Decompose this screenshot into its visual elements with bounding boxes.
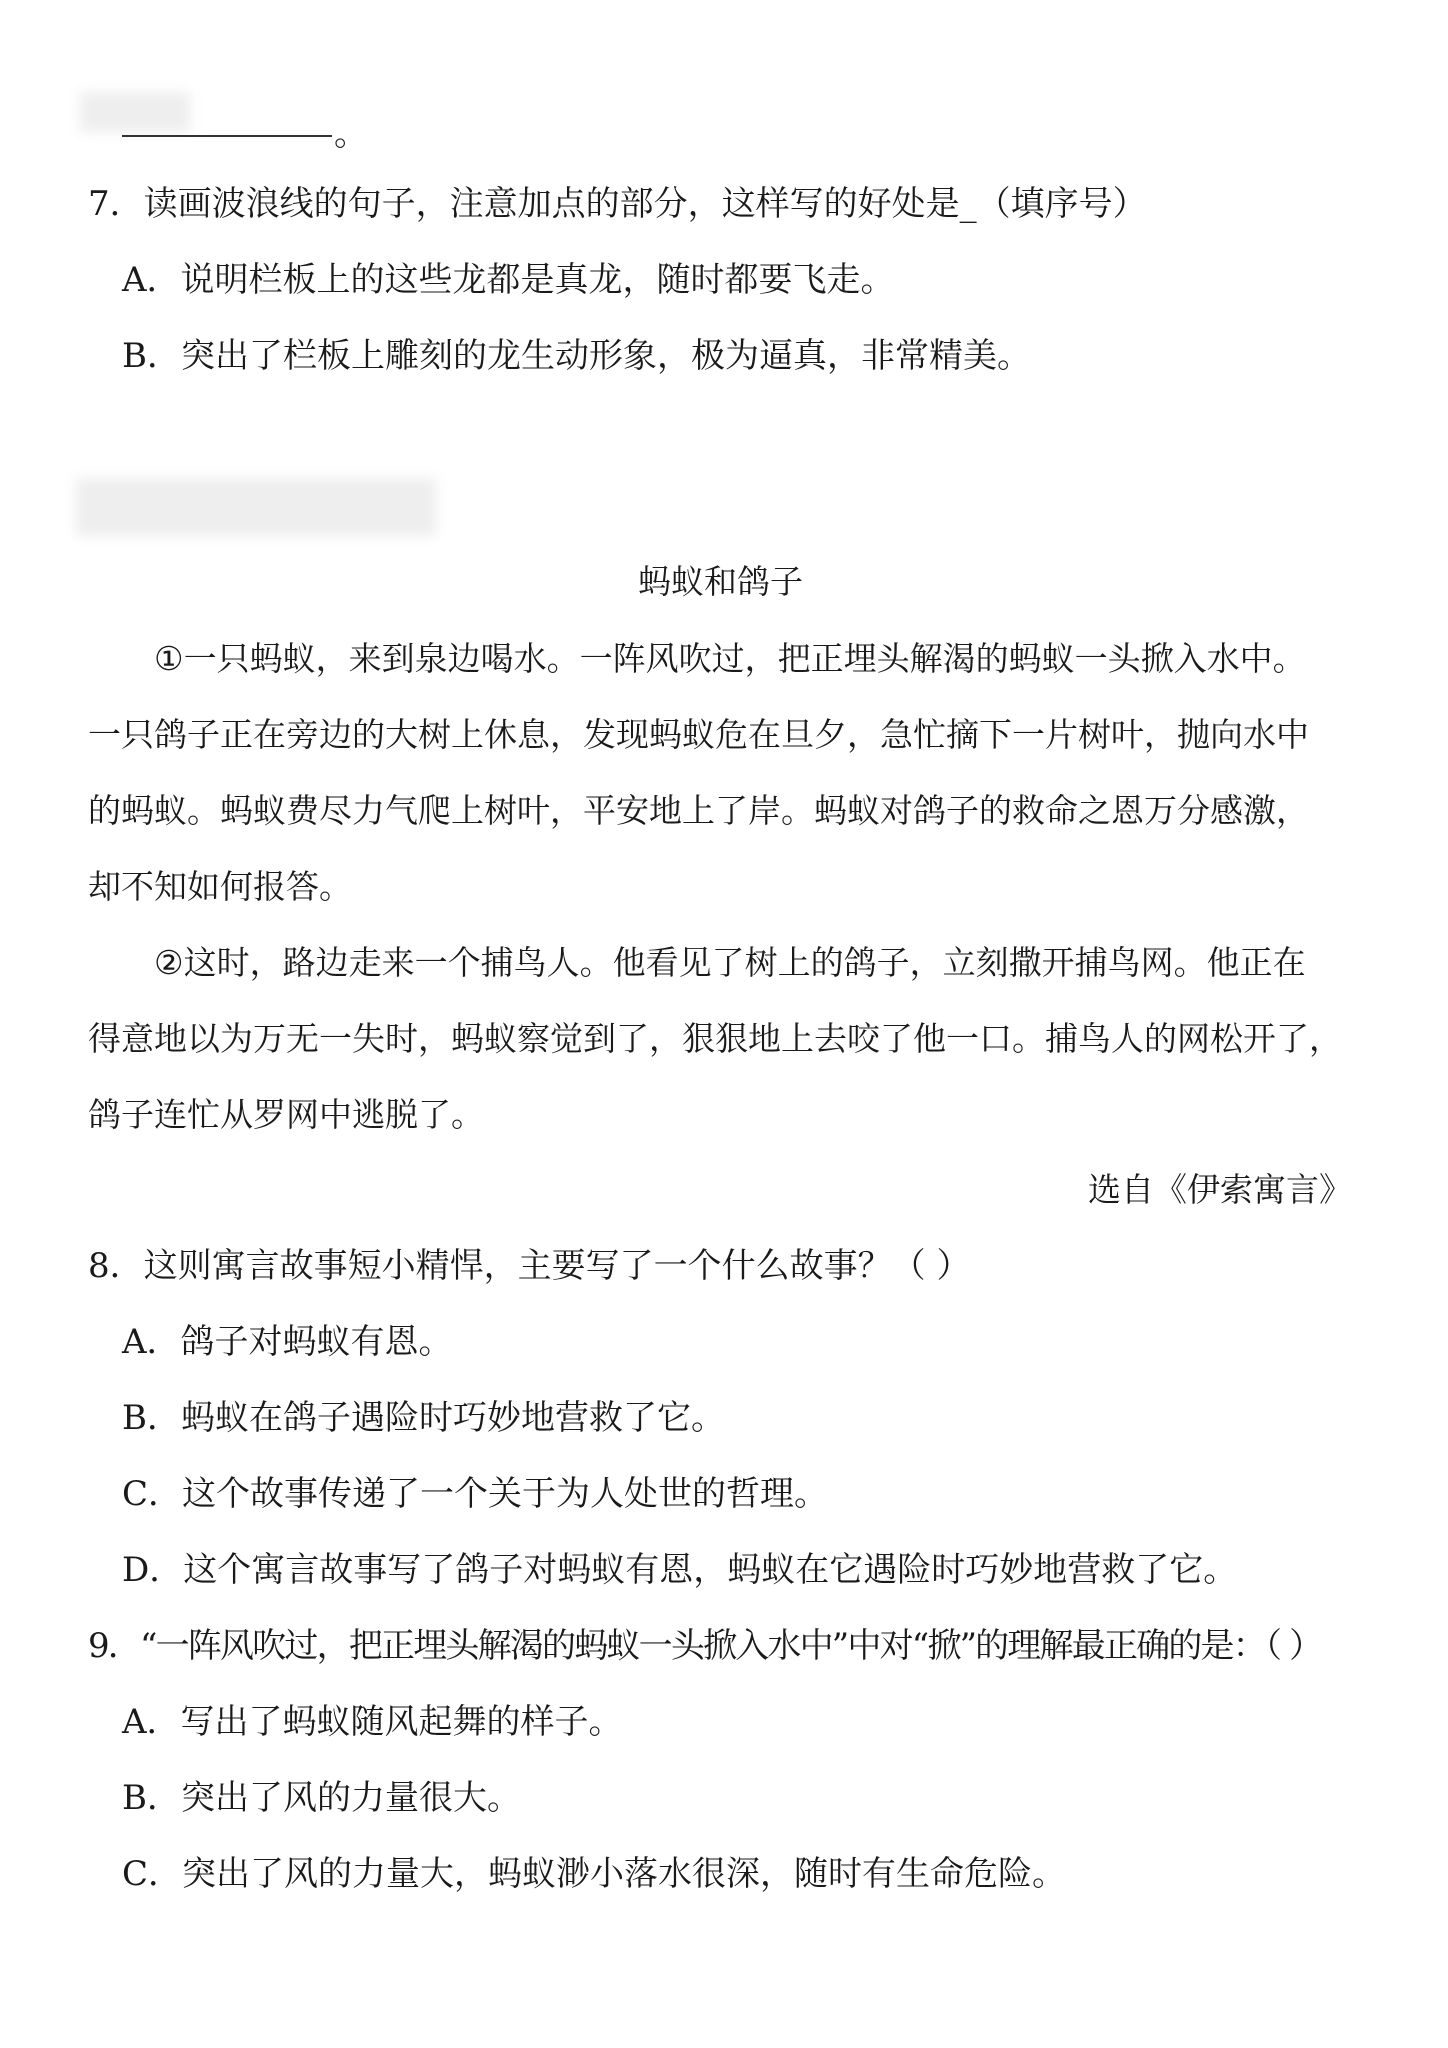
story-p1-line3: 的蚂蚁。蚂蚁费尽力气爬上树叶，平安地上了岸。蚂蚁对鸽子的救命之恩万分感激， <box>88 791 1309 830</box>
q9-option-b: B．突出了风的力量很大。 <box>122 1778 521 1818</box>
story-p1-line2: 一只鸽子正在旁边的大树上休息，发现蚂蚁危在旦夕，急忙摘下一片树叶，抛向水中 <box>88 715 1309 754</box>
q8-option-a: A．鸽子对蚂蚁有恩。 <box>122 1322 453 1362</box>
story-source: 选自《伊索寓言》 <box>1088 1170 1352 1209</box>
q8-option-c: C．这个故事传递了一个关于为人处世的哲理。 <box>122 1474 829 1514</box>
story-p2-line2: 得意地以为万无一失时，蚂蚁察觉到了，狠狠地上去咬了他一口。捕鸟人的网松开了， <box>88 1019 1342 1058</box>
story-title: 蚂蚁和鸽子 <box>638 562 803 601</box>
story-p2-line1: ②这时，路边走来一个捕鸟人。他看见了树上的鸽子，立刻撒开捕鸟网。他正在 <box>154 943 1306 982</box>
story-p1-line4: 却不知如何报答。 <box>88 867 352 906</box>
story-p2-line3: 鸽子连忙从罗网中逃脱了。 <box>88 1095 484 1134</box>
q9-question: 9．“一阵风吹过，把正埋头解渴的蚂蚁一头掀入水中”中对“掀”的理解最正确的是：（ ） <box>88 1626 1322 1666</box>
q7-option-a: A．说明栏板上的这些龙都是真龙，随时都要飞走。 <box>122 260 895 300</box>
answer-blank-line <box>122 135 332 137</box>
blurred-section-heading <box>76 478 436 536</box>
q8-question: 8．这则寓言故事短小精悍，主要写了一个什么故事？（ ） <box>88 1246 971 1286</box>
q7-question: 7．读画波浪线的句子，注意加点的部分，这样写的好处是_（填序号） <box>88 184 1147 224</box>
blurred-fragment-top <box>80 92 190 132</box>
q8-option-b: B．蚂蚁在鸽子遇险时巧妙地营救了它。 <box>122 1398 725 1438</box>
q9-option-a: A．写出了蚂蚁随风起舞的样子。 <box>122 1702 623 1742</box>
story-p1-line1: ①一只蚂蚁，来到泉边喝水。一阵风吹过，把正埋头解渴的蚂蚁一头掀入水中。 <box>154 639 1306 678</box>
fragment-end-mark: 。 <box>334 114 368 154</box>
q8-option-d: D．这个寓言故事写了鸽子对蚂蚁有恩，蚂蚁在它遇险时巧妙地营救了它。 <box>122 1550 1238 1590</box>
q7-option-b: B．突出了栏板上雕刻的龙生动形象，极为逼真，非常精美。 <box>122 336 1031 376</box>
q9-option-c: C．突出了风的力量大，蚂蚁渺小落水很深，随时有生命危险。 <box>122 1854 1067 1894</box>
